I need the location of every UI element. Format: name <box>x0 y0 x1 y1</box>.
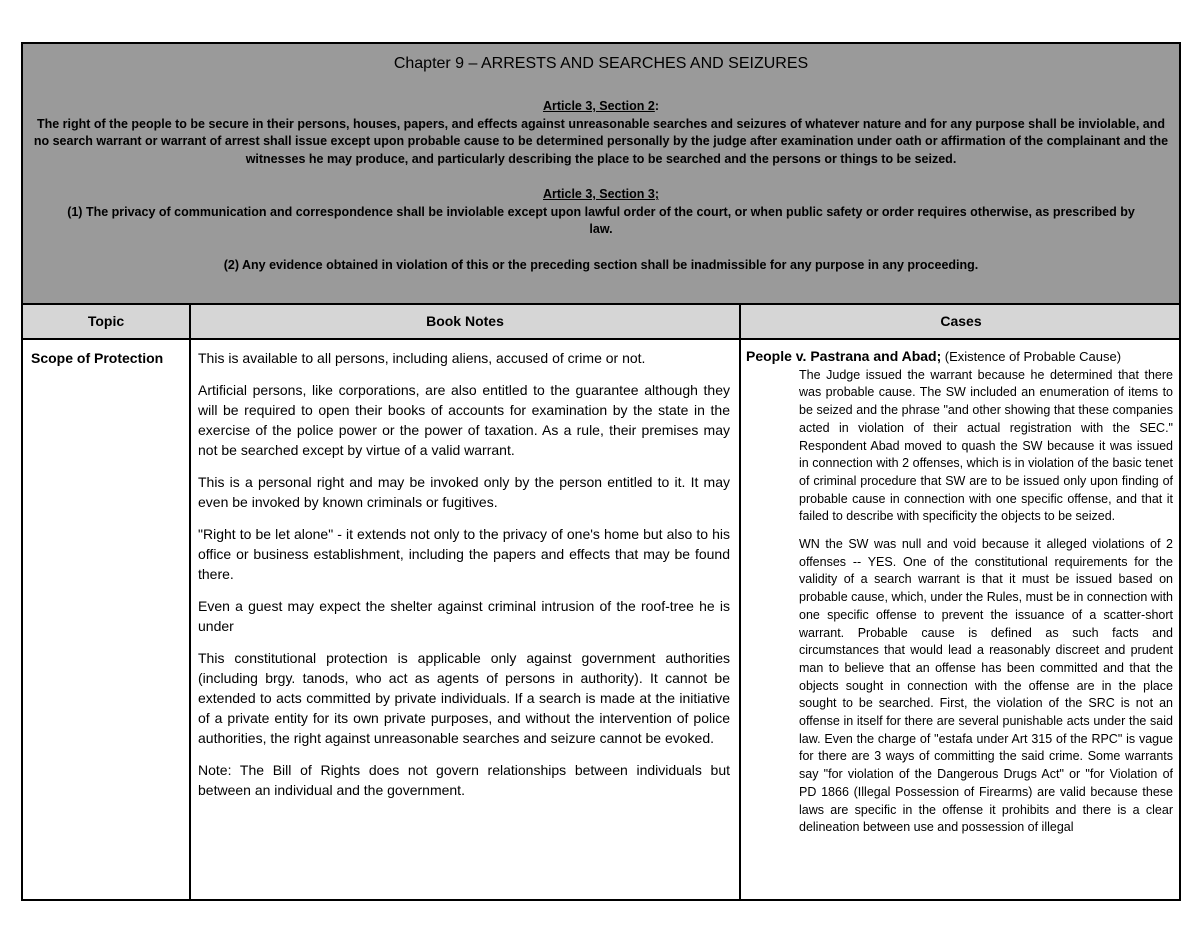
book-note: This is a personal right and may be invoked only by the person entitled to it. It may even be invoked by known criminals or fugitives. <box>198 474 730 510</box>
case-ruling: WN the SW was null and void because it alleged violations of 2 offenses -- YES. One of the constitutional requirements for the validity of a search warrant is that it must be issued based on probable cause, which, under the Rules, must be in connection with one specific offense to prevent the issuance of a scatter-short warrant. Probable cause is defined as such facts and circumstances that would lead a reasonably discreet and prudent man to believe that an offense has been committed and that the objects sought in connection with the offense are in the place sought to be searched. First, the violation of the SRC is not an offense in itself for there are several punishable acts under the said law. Even the charge of "estafa under Art 315 of the RPC" is vague for there are 3 ways of committing the said crime. Some warrants say "for violation of the Dangerous Drugs Act" or "for Violation of PD 1866 (Illegal Possession of Firearms) are valid because these laws are specific in the offense it prohibits and there is a clear delineation between use and possession of illegal <box>799 537 1173 835</box>
column-header-topic: Topic <box>87 313 125 329</box>
section3-para1: (1) The privacy of communication and correspondence shall be inviolable except upon lawful order of the court, or when public safety or order requires otherwise, as prescribed by law. <box>67 204 1135 236</box>
book-notes-cell <box>198 348 730 812</box>
column-header-cases: Cases <box>940 313 982 329</box>
chapter-header <box>23 44 1179 305</box>
cases-cell <box>746 348 1173 897</box>
section2-text: The right of the people to be secure in their persons, houses, papers, and effects against unreasonable searches and seizures of whatever nature and for any purpose shall be inviolable, and no search warrant or warrant of arrest shall issue except upon probable cause to be determined personally by the judge after examination under oath or affirmation of the complainant and the witnesses he may produce, and particularly describing the place to be searched and the persons or things to be seized. <box>33 116 1169 166</box>
book-note: "Right to be let alone" - it extends not only to the privacy of one's home but also to his office or business establishment, including the papers and effects that may be found there. <box>198 526 730 582</box>
column-divider <box>739 305 741 901</box>
column-header-book-notes: Book Notes <box>426 313 504 329</box>
case-facts: The Judge issued the warrant because he determined that there was probable cause. The SW included an enumeration of items to be seized and the phrase "and other showing that these companies acted in violation of their actual registration with the SEC." Respondent Abad moved to quash the SW because it was issued in connection with 2 offenses, which is in violation of the basic tenet of criminal procedure that SW are to be issued only upon finding of probable cause in connection with one specific offense, and that it failed to describe with specificity the objects to be seized. <box>799 367 1173 524</box>
book-note: Even a guest may expect the shelter against criminal intrusion of the roof-tree he is under <box>198 598 730 634</box>
case-subtitle: (Existence of Probable Cause) <box>944 349 1122 364</box>
book-note: Note: The Bill of Rights does not govern relationships between individuals but between an individual and the government. <box>198 762 730 798</box>
article-3-section-3 <box>23 186 1179 274</box>
section2-heading: Article 3, Section 2 <box>542 99 655 113</box>
case-name: People v. Pastrana and Abad; <box>746 348 942 364</box>
document-page <box>21 42 1181 901</box>
section3-heading: Article 3, Section 3; <box>542 187 659 201</box>
article-3-section-2: Article 3, Section 2: The right of the people to be secure in their persons, houses, papers, and effects against unreasonable searches and seizures of whatever nature and for any purpose shall be inviolable, and no search warrant or warrant of arrest shall issue except upon probable cause to be determined personally by the judge after examination under oath or affirmation of the complainant and the witnesses he may produce, and particularly describing the place to be searched and the persons or things to be seized. <box>23 98 1179 168</box>
topic-cell: Scope of Protection <box>31 350 164 366</box>
section3-para2: (2) Any evidence obtained in violation of this or the preceding section shall be inadmissible for any purpose in any proceeding. <box>223 257 979 272</box>
book-note: This is available to all persons, including aliens, accused of crime or not. <box>198 350 646 366</box>
column-divider <box>189 305 191 901</box>
book-note: This constitutional protection is applicable only against government authorities (including brgy. tanods, who act as agents of persons in authority). It cannot be extended to acts committed by private individuals. If a search is made at the initiative of a private entity for its own private purposes, and without the intervention of police authorities, the right against unreasonable searches and seizure cannot be evoked. <box>198 650 730 746</box>
chapter-title: Chapter 9 – ARRESTS AND SEARCHES AND SEIZURES <box>393 55 809 72</box>
book-note: Artificial persons, like corporations, are also entitled to the guarantee although they will be required to open their books of accounts for examination by the state in the exercise of the police power or the power of taxation. As a rule, their premises may not be searched except by virtue of a valid warrant. <box>198 382 730 458</box>
case-heading <box>746 348 1173 367</box>
table-header-row <box>23 305 1179 340</box>
